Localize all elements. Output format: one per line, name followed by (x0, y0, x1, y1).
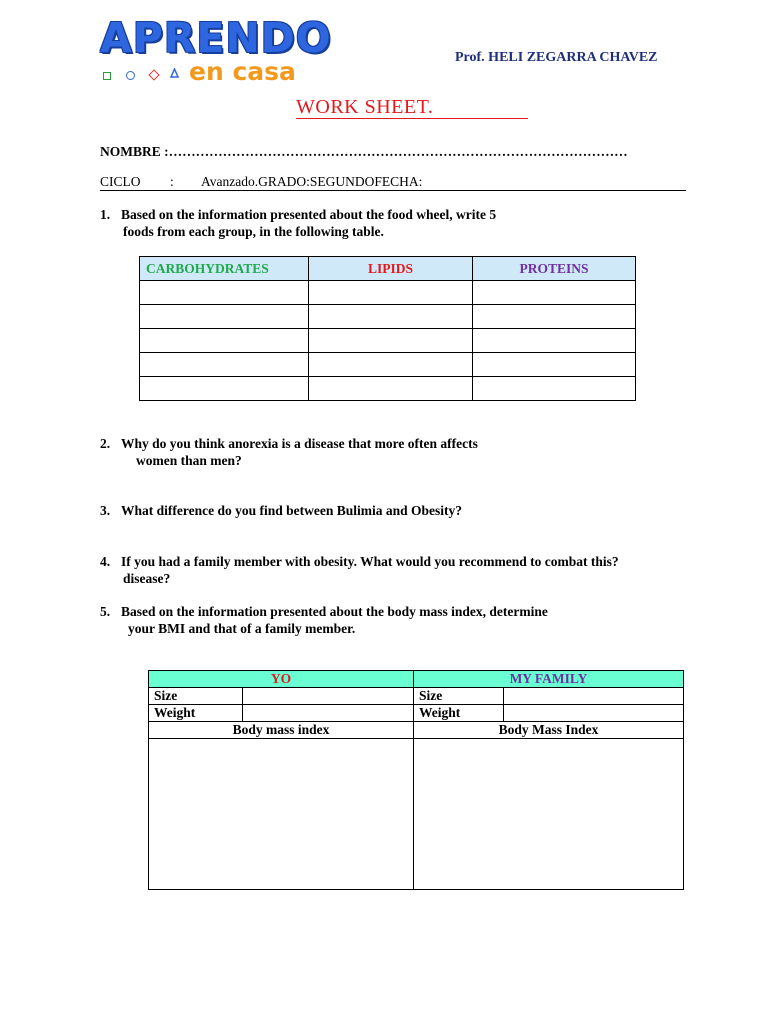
table-cell[interactable] (473, 329, 636, 353)
logo-subtitle: en casa (189, 57, 296, 86)
square-icon (103, 72, 111, 80)
weight-label-family: Weight (414, 705, 504, 722)
header-proteins: PROTEINS (473, 257, 636, 281)
question-1-line1: Based on the information presented about the food wheel, write 5 (121, 207, 497, 222)
food-table (139, 256, 636, 401)
table-row (140, 329, 636, 353)
question-2-line1: Why do you think anorexia is a disease that more often affects (121, 436, 478, 451)
ciclo-colon: : (170, 174, 174, 189)
table-row (140, 377, 636, 401)
table-cell[interactable] (140, 353, 309, 377)
question-2-number: 2. (100, 436, 111, 451)
bmi-label-yo: Body mass index (149, 722, 414, 739)
size-label-family: Size (414, 688, 504, 705)
table-cell[interactable] (140, 377, 309, 401)
bmi-answer-family[interactable] (414, 739, 684, 890)
table-cell[interactable] (309, 281, 473, 305)
table-row (149, 722, 684, 739)
ciclo-value: Avanzado.GRADO:SEGUNDOFECHA: (201, 174, 423, 189)
question-4-line2: disease? (123, 571, 171, 586)
table-cell[interactable] (473, 377, 636, 401)
table-row (149, 688, 684, 705)
size-label-yo: Size (149, 688, 243, 705)
question-5-line1: Based on the information presented about the body mass index, determine (121, 604, 548, 619)
table-row (140, 305, 636, 329)
table-row (140, 353, 636, 377)
header-carbohydrates: CARBOHYDRATES (140, 257, 309, 281)
header-my-family: MY FAMILY (414, 671, 684, 688)
page-title: WORK SHEET. (296, 96, 434, 118)
size-input-family[interactable] (504, 688, 684, 705)
ciclo-label: CICLO (100, 174, 141, 189)
bmi-label-family: Body Mass Index (414, 722, 684, 739)
question-3-line1: What difference do you find between Bulimia and Obesity? (121, 503, 463, 518)
question-5-line2: your BMI and that of a family member. (128, 621, 356, 636)
triangle-icon (170, 68, 179, 78)
question-5-number: 5. (100, 604, 111, 619)
table-cell[interactable] (309, 377, 473, 401)
size-input-yo[interactable] (243, 688, 414, 705)
table-row (149, 705, 684, 722)
weight-input-family[interactable] (504, 705, 684, 722)
table-cell[interactable] (309, 329, 473, 353)
question-3-number: 3. (100, 503, 111, 518)
bmi-table (148, 670, 684, 890)
bmi-answer-yo[interactable] (149, 739, 414, 890)
nombre-field: NOMBRE :………………………………………………………………………………………… (100, 144, 628, 159)
teacher-name: Prof. HELI ZEGARRA CHAVEZ (455, 50, 658, 65)
question-1-line2: foods from each group, in the following table. (123, 224, 384, 239)
logo-title: APRENDO (100, 14, 332, 62)
table-cell[interactable] (140, 329, 309, 353)
table-cell[interactable] (473, 305, 636, 329)
table-cell[interactable] (140, 305, 309, 329)
table-row (140, 281, 636, 305)
question-2-line2: women than men? (136, 453, 242, 468)
header-lipids: LIPIDS (309, 257, 473, 281)
weight-label-yo: Weight (149, 705, 243, 722)
question-4-number: 4. (100, 554, 111, 569)
title-underline (296, 118, 528, 119)
table-cell[interactable] (309, 305, 473, 329)
table-cell[interactable] (473, 281, 636, 305)
header-yo: YO (149, 671, 414, 688)
table-row (149, 739, 684, 890)
question-4-line1: If you had a family member with obesity. What would you recommend to combat this? (121, 554, 619, 569)
diamond-icon (148, 69, 159, 80)
table-cell[interactable] (473, 353, 636, 377)
table-cell[interactable] (140, 281, 309, 305)
weight-input-yo[interactable] (243, 705, 414, 722)
question-1-number: 1. (100, 207, 111, 222)
table-cell[interactable] (309, 353, 473, 377)
divider (100, 190, 686, 191)
circle-icon (126, 71, 135, 80)
